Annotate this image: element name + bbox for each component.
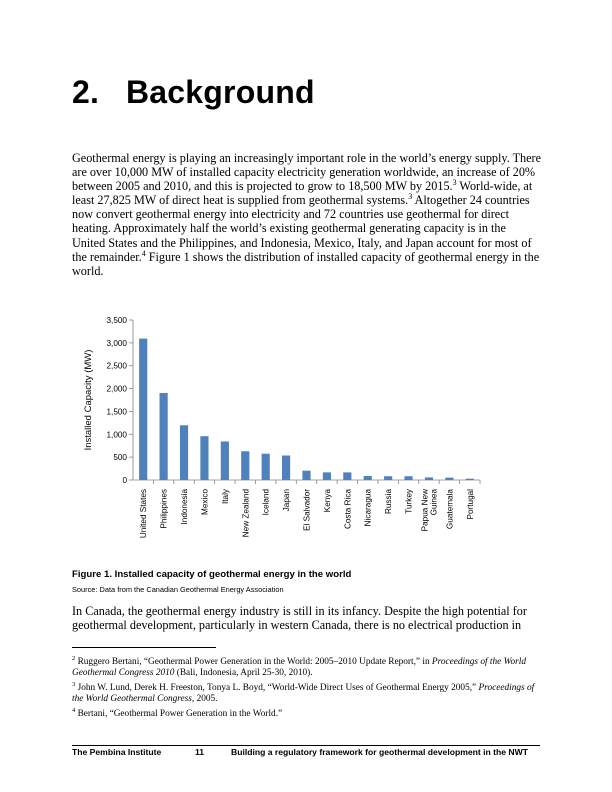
section-number: 2. <box>72 74 100 110</box>
bar <box>466 479 474 480</box>
y-tick-label: 3,500 <box>106 316 127 325</box>
bar <box>364 476 372 480</box>
footnote-2-number: 2 <box>72 654 76 662</box>
x-tick-label-line: Indonesia <box>180 489 190 525</box>
footnote-4-text: Bertani, “Geothermal Power Generation in the World.” <box>75 709 283 719</box>
x-tick-label-line: Philippines <box>159 489 169 529</box>
x-tick-label <box>139 489 148 538</box>
x-tick-label-line: El Salvador <box>302 489 312 531</box>
x-tick-label-line: Turkey <box>404 489 414 514</box>
x-tick-label-line: Guatemala <box>445 489 455 530</box>
y-tick-label: 1,500 <box>106 407 127 417</box>
footnote-2-details: (Bali, Indonesia, April 25-30, 2010). <box>174 668 313 679</box>
x-tick-label-line: Guinea <box>429 489 439 516</box>
y-tick-label: 3,000 <box>106 338 127 348</box>
bar <box>180 425 188 480</box>
footnote-ref-3[interactable]: 3 <box>452 178 457 188</box>
footnote-2-text: Ruggero Bertani, “Geothermal Power Generation in the World: 2005–2010 Update Report,” in <box>75 657 432 667</box>
bar <box>221 441 229 480</box>
x-tick-label-line: Japan <box>282 489 292 512</box>
footnote-4-number: 4 <box>72 706 76 714</box>
section-title: Background <box>126 74 315 110</box>
y-tick-label: 2,500 <box>106 361 127 371</box>
x-tick-label <box>200 489 209 515</box>
footer-page-number: 11 <box>195 747 205 757</box>
footnote-ref-4[interactable]: 4 <box>141 248 146 258</box>
x-tick-label <box>466 489 475 520</box>
x-tick-label <box>323 489 332 513</box>
paragraph-canada: In Canada, the geothermal energy industry is still in its infancy. Despite the high potential for geothermal development, particularly in western Canada, there is no electrical production in <box>72 604 527 633</box>
bar <box>323 472 331 480</box>
footnote-3-publication: Proceedings of the World Geothermal Congress <box>72 683 535 705</box>
footnote-ref-3b[interactable]: 3 <box>408 192 413 202</box>
bar <box>262 454 270 480</box>
x-tick-label-line: Nicaragua <box>363 489 373 527</box>
figure-source: Source: Data from the Canadian Geothermal Energy Association <box>72 585 284 594</box>
x-tick-label-line: Italy <box>220 489 230 505</box>
footnote-2 <box>72 654 542 679</box>
footnote-3 <box>72 680 542 705</box>
x-tick-label <box>384 489 393 514</box>
paragraph-intro-text-4: Figure 1 shows the distribution of installed capacity of geothermal energy in the world. <box>72 249 540 278</box>
bar <box>425 477 433 480</box>
y-tick-label: 2,000 <box>106 384 127 394</box>
x-tick-label-line: United States <box>139 489 149 539</box>
bar <box>160 393 168 480</box>
x-tick-label-line: Russia <box>384 489 394 515</box>
x-tick-label <box>282 489 291 512</box>
footnote-3-text: John W. Lund, Derek H. Freeston, Tonya L. Boyd, “World-Wide Direct Uses of Geothermal Energy 2005,” <box>75 683 479 693</box>
x-tick-label-line: Mexico <box>200 489 210 515</box>
bar <box>343 472 351 480</box>
paragraph-intro <box>72 151 542 278</box>
x-tick-label <box>221 488 230 504</box>
footnote-2-publication: Proceedings of the World Geothermal Congress 2010 <box>72 657 526 679</box>
bar <box>404 476 412 480</box>
x-tick-label <box>262 489 271 516</box>
footnote-4 <box>72 706 542 720</box>
footnote-separator <box>72 647 216 648</box>
paragraph-intro-text-1: Geothermal energy is playing an increasingly important role in the world’s energy supply. There are over 10,000 MW of installed capacity electricity generation worldwide, an increase of 20% between 2005 and 2010, and this is projected to grow to 18,500 MW by 2015. <box>72 151 541 194</box>
footnote-3-number: 3 <box>72 680 76 688</box>
bar <box>302 471 310 480</box>
bar <box>282 455 290 480</box>
bar <box>241 451 249 480</box>
bar <box>139 339 147 480</box>
x-tick-label <box>405 488 414 514</box>
y-tick-label: 500 <box>113 453 127 463</box>
x-tick-label-line: Costa Rica <box>343 489 353 530</box>
paragraph-intro-text-3: Altogether 24 countries now convert geothermal energy into electricity and 72 countries use geothermal for direct heating. Approximately half the world’s existing geothermal generating capacity is in the United States and the Philippines, and Indonesia, Mexico, Italy, and Japan account for most of the remainder. <box>72 193 532 264</box>
paragraph-intro-text-2: World-wide, at least 27,825 MW of direct heat is supplied from geothermal systems. <box>72 179 533 208</box>
x-tick-label-line: Papua New <box>420 489 430 532</box>
x-tick-label <box>180 489 189 525</box>
x-tick-label <box>445 489 454 529</box>
x-tick-label <box>160 489 169 529</box>
installed-capacity-chart <box>72 308 512 568</box>
figure-caption: Figure 1. Installed capacity of geothermal energy in the world <box>72 569 352 580</box>
x-tick-label-line: Iceland <box>261 489 271 516</box>
footnote-3-details: , 2005. <box>191 694 218 705</box>
footer-rule <box>72 745 540 746</box>
x-tick-label <box>241 489 250 538</box>
x-tick-label <box>364 489 373 527</box>
footer-report-title: Building a regulatory framework for geothermal development in the NWT <box>231 747 529 757</box>
x-tick-label-line: Portugal <box>465 489 475 520</box>
x-tick-label <box>343 489 352 529</box>
bar <box>445 478 453 480</box>
x-tick-label-line: New Zealand <box>241 489 251 538</box>
section-heading <box>72 74 315 111</box>
footer-organization: The Pembina Institute <box>72 747 162 757</box>
y-tick-label: 0 <box>122 476 127 485</box>
bar <box>200 436 208 480</box>
x-tick-label-line: Kenya <box>322 489 332 513</box>
y-axis-label: Installed Capacity (MW) <box>83 349 94 451</box>
x-tick-label <box>303 489 312 531</box>
y-tick-label: 1,000 <box>106 430 127 440</box>
bar <box>384 476 392 480</box>
x-tick-label <box>420 489 438 532</box>
